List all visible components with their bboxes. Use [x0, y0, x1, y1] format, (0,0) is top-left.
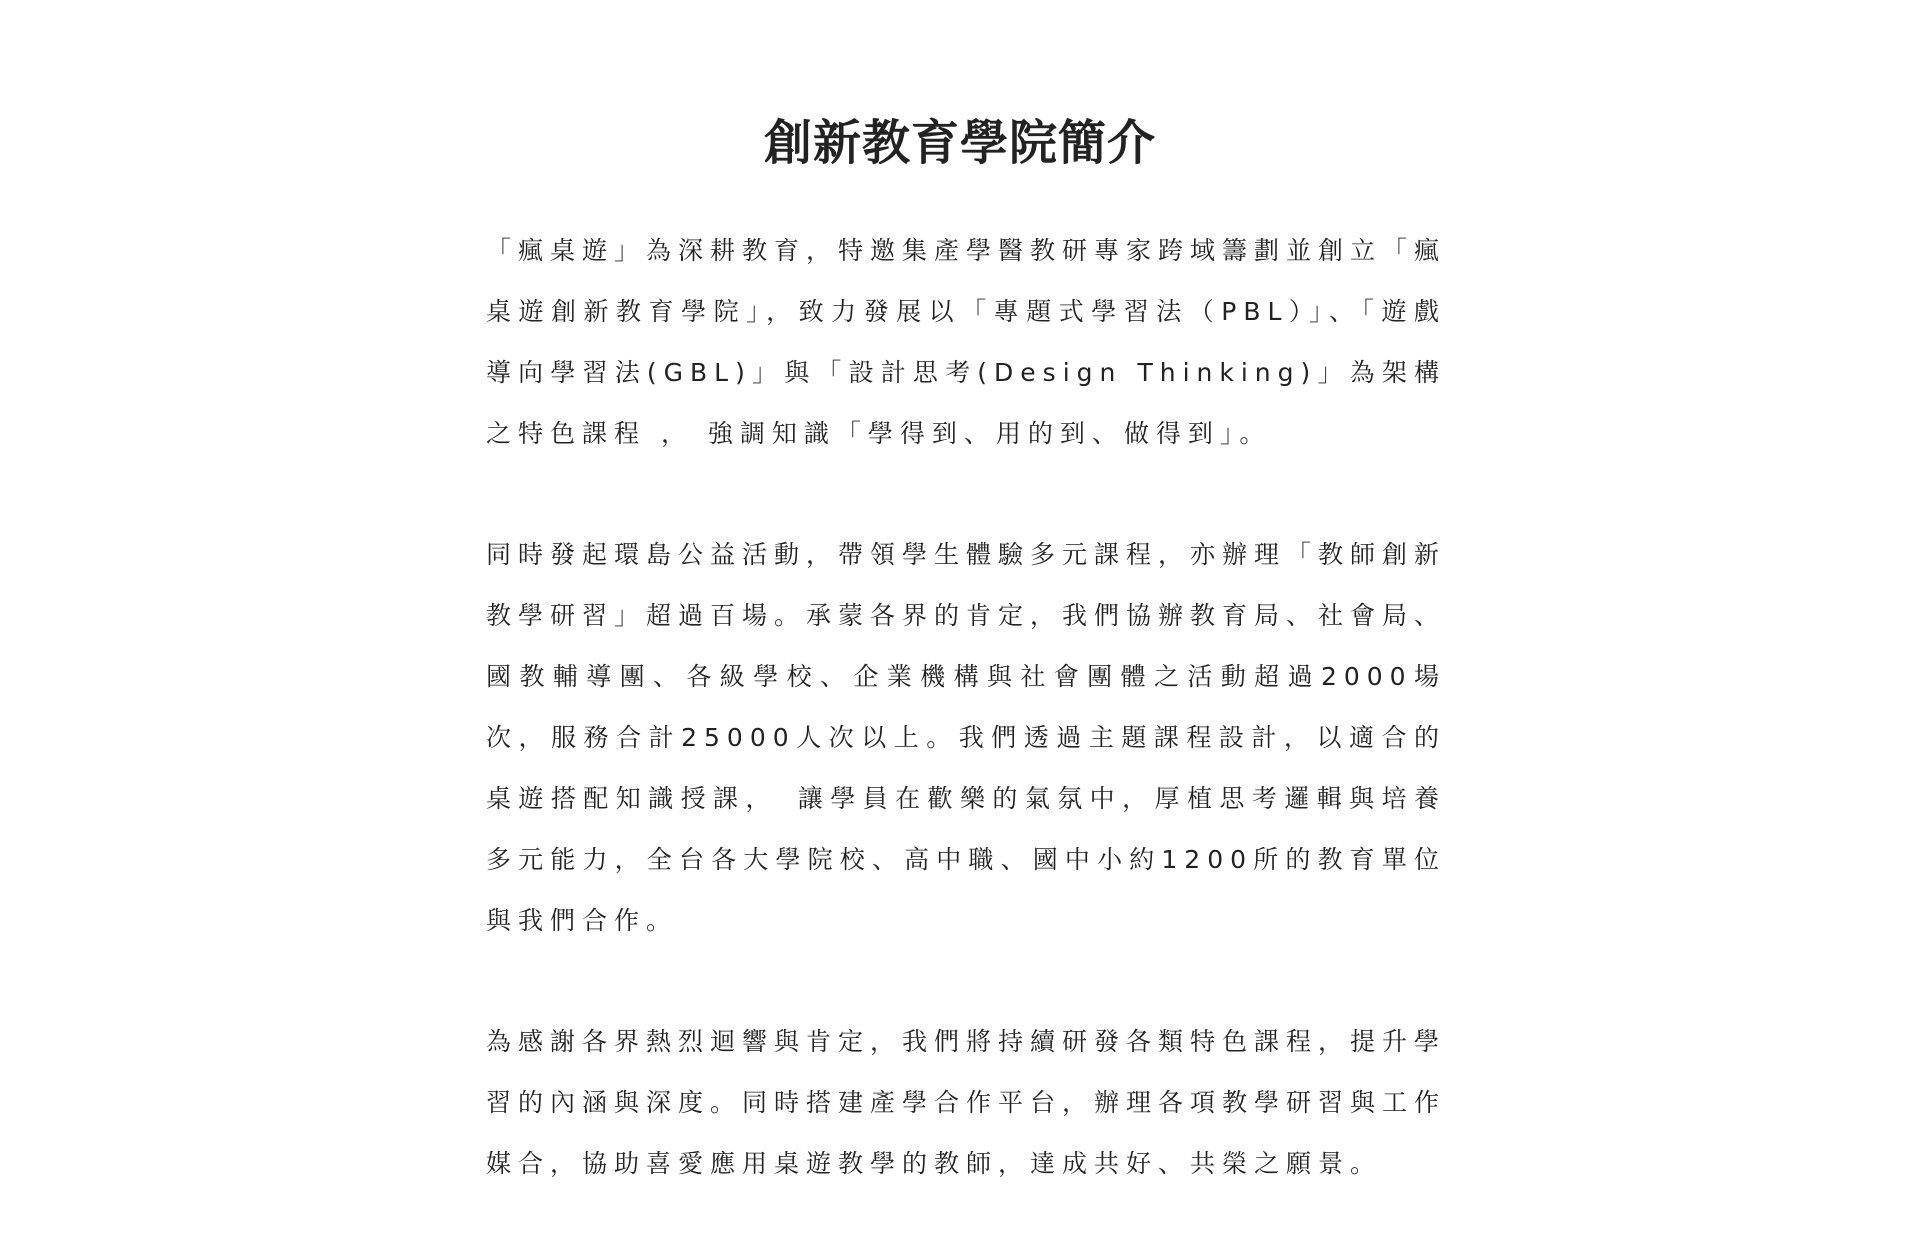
intro-paragraph-2: 同時發起環島公益活動，帶領學生體驗多元課程，亦辦理「教師創新教學研習」超過百場。承蒙各界的肯定，我們協辦教育局、社會局、國教輔導團、各級學校、企業機構與社會團體之活動超過2000場次，服務合計25000人次以上。我們透過主題課程設計，以適合的桌遊搭配知識授課， 讓學員在歡樂的氣氛中，厚植思考邏輯與培養多元能力，全台各大學院校、高中職、國中小約1200所的教育單位與我們合作。 [486, 540, 1447, 935]
intro-paragraph-3: 為感謝各界熱烈迴響與肯定，我們將持續研發各類特色課程，提升學習的內涵與深度。同時搭建產學合作平台，辦理各項教學研習與工作媒合，協助喜愛應用桌遊教學的教師，達成共好、共榮之願景。 [486, 1027, 1447, 1178]
page-title: 創新教育學院簡介 [763, 115, 1156, 171]
intro-paragraph-1: 「瘋桌遊」為深耕教育，特邀集產學醫教研專家跨域籌劃並創立「瘋桌遊創新教育學院」，致力發展以「專題式學習法（PBL）」、「遊戲導向學習法(GBL)」與「設計思考(Design Thinking)」為架構之特色課程 ， 強調知識「學得到、用的到、做得到」。 [486, 236, 1447, 448]
intro-content [486, 220, 1446, 1254]
